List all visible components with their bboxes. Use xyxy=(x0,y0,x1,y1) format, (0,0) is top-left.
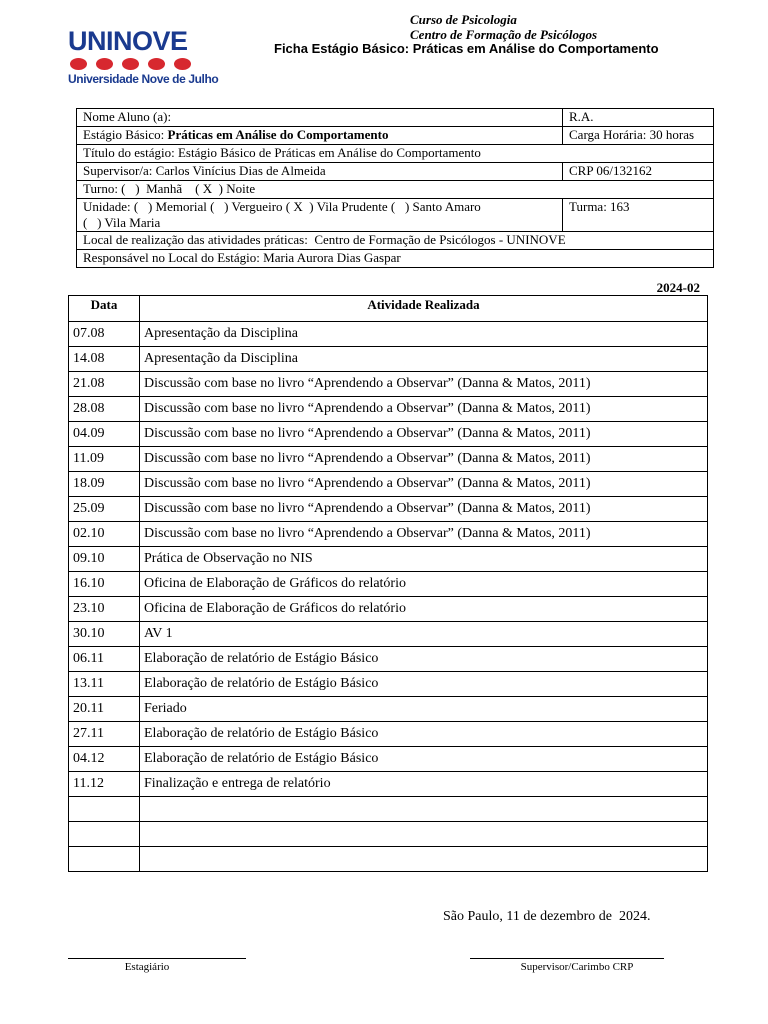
activity-date xyxy=(69,822,140,847)
activity-date: 04.12 xyxy=(69,747,140,772)
activity-date: 20.11 xyxy=(69,697,140,722)
activity-date: 21.08 xyxy=(69,372,140,397)
activity-description: Oficina de Elaboração de Gráficos do relatório xyxy=(140,572,708,597)
activity-row xyxy=(69,597,708,622)
logo-dot xyxy=(96,58,113,70)
activity-description xyxy=(140,847,708,872)
activity-row xyxy=(69,497,708,522)
workload-field: Carga Horária: 30 horas xyxy=(563,127,714,145)
location-field: Local de realização das atividades práticas: Centro de Formação de Psicólogos - UNINOVE xyxy=(77,232,714,250)
activity-date: 02.10 xyxy=(69,522,140,547)
signature-label-supervisor: Supervisor/Carimbo CRP xyxy=(520,961,634,973)
activity-row xyxy=(69,547,708,572)
activity-description: Discussão com base no livro “Aprendendo a Observar” (Danna & Matos, 2011) xyxy=(140,447,708,472)
activities-header-row xyxy=(69,296,708,322)
student-name-field: Nome Aluno (a): xyxy=(77,109,563,127)
logo-dot xyxy=(174,58,191,70)
form-title: Ficha Estágio Básico: Práticas em Análise do Comportamento xyxy=(274,41,659,56)
activity-row xyxy=(69,522,708,547)
logo-dot xyxy=(122,58,139,70)
activity-column-header: Atividade Realizada xyxy=(140,296,708,322)
activity-description xyxy=(140,822,708,847)
activity-row xyxy=(69,622,708,647)
activity-date: 23.10 xyxy=(69,597,140,622)
internship-label: Estágio Básico: xyxy=(83,127,168,142)
activity-description: Discussão com base no livro “Aprendendo a Observar” (Danna & Matos, 2011) xyxy=(140,522,708,547)
activity-row xyxy=(69,797,708,822)
activity-description: Elaboração de relatório de Estágio Básico xyxy=(140,722,708,747)
logo-dots xyxy=(70,58,200,70)
activities-body xyxy=(69,322,708,872)
activity-row xyxy=(69,447,708,472)
activity-date: 18.09 xyxy=(69,472,140,497)
activity-row xyxy=(69,372,708,397)
activity-date: 13.11 xyxy=(69,672,140,697)
activity-row xyxy=(69,472,708,497)
signature-label-intern: Estagiário xyxy=(124,961,170,973)
supervisor-field: Supervisor/a: Carlos Vinícius Dias de Almeida xyxy=(77,163,563,181)
activity-description: Elaboração de relatório de Estágio Básico xyxy=(140,747,708,772)
responsible-field: Responsável no Local do Estágio: Maria Aurora Dias Gaspar xyxy=(77,250,714,268)
logo-dot xyxy=(148,58,165,70)
activity-row xyxy=(69,572,708,597)
activity-description: Apresentação da Disciplina xyxy=(140,322,708,347)
activity-description: Discussão com base no livro “Aprendendo a Observar” (Danna & Matos, 2011) xyxy=(140,372,708,397)
activity-description: Discussão com base no livro “Aprendendo a Observar” (Danna & Matos, 2011) xyxy=(140,422,708,447)
shift-field: Turno: ( ) Manhã ( X ) Noite xyxy=(77,181,714,199)
place-date: São Paulo, 11 de dezembro de 2024. xyxy=(443,909,651,924)
activity-date xyxy=(69,847,140,872)
activity-date: 28.08 xyxy=(69,397,140,422)
activity-date: 07.08 xyxy=(69,322,140,347)
activity-date: 14.08 xyxy=(69,347,140,372)
date-column-header: Data xyxy=(69,296,140,322)
activity-date: 06.11 xyxy=(69,647,140,672)
activity-description: Discussão com base no livro “Aprendendo a Observar” (Danna & Matos, 2011) xyxy=(140,497,708,522)
unit-line: ( ) Vila Maria xyxy=(83,215,161,230)
activity-description: Discussão com base no livro “Aprendendo a Observar” (Danna & Matos, 2011) xyxy=(140,472,708,497)
ra-field: R.A. xyxy=(563,109,714,127)
activity-date: 25.09 xyxy=(69,497,140,522)
activity-description: Finalização e entrega de relatório xyxy=(140,772,708,797)
activity-description: Elaboração de relatório de Estágio Básico xyxy=(140,647,708,672)
internship-field xyxy=(77,127,563,145)
internship-title-field: Título do estágio: Estágio Básico de Práticas em Análise do Comportamento xyxy=(77,145,714,163)
activity-row xyxy=(69,822,708,847)
activity-description: Discussão com base no livro “Aprendendo a Observar” (Danna & Matos, 2011) xyxy=(140,397,708,422)
class-field: Turma: 163 xyxy=(563,199,714,232)
unit-line: Unidade: ( ) Memorial ( ) Vergueiro ( X ) Vila Prudente ( ) Santo Amaro xyxy=(83,199,481,214)
activity-description: Prática de Observação no NIS xyxy=(140,547,708,572)
student-info-table xyxy=(76,108,714,268)
activity-row xyxy=(69,722,708,747)
activity-row xyxy=(69,647,708,672)
activity-row xyxy=(69,397,708,422)
internship-value: Práticas em Análise do Comportamento xyxy=(167,127,389,142)
activity-description: Feriado xyxy=(140,697,708,722)
unit-field xyxy=(77,199,563,232)
activity-description: Apresentação da Disciplina xyxy=(140,347,708,372)
activity-date: 16.10 xyxy=(69,572,140,597)
activity-date: 30.10 xyxy=(69,622,140,647)
logo-wordmark: UNINOVE xyxy=(68,26,188,56)
crp-field: CRP 06/132162 xyxy=(563,163,714,181)
activity-date: 11.12 xyxy=(69,772,140,797)
center-name: Centro de Formação de Psicólogos xyxy=(410,27,598,42)
activity-date: 09.10 xyxy=(69,547,140,572)
header-course-block xyxy=(410,12,710,42)
activity-row xyxy=(69,672,708,697)
activity-date: 04.09 xyxy=(69,422,140,447)
period-label: 2024-02 xyxy=(656,280,700,295)
uninove-logo xyxy=(68,26,219,86)
signature-line-supervisor xyxy=(470,958,664,959)
activity-description: Elaboração de relatório de Estágio Básico xyxy=(140,672,708,697)
activity-date: 27.11 xyxy=(69,722,140,747)
activity-description: Oficina de Elaboração de Gráficos do relatório xyxy=(140,597,708,622)
activity-date: 11.09 xyxy=(69,447,140,472)
activity-row xyxy=(69,847,708,872)
signature-line-intern xyxy=(68,958,246,959)
activity-row xyxy=(69,347,708,372)
activity-row xyxy=(69,422,708,447)
activity-description xyxy=(140,797,708,822)
activity-description: AV 1 xyxy=(140,622,708,647)
course-name: Curso de Psicologia xyxy=(410,12,517,27)
activities-table xyxy=(68,295,708,872)
logo-subtitle: Universidade Nove de Julho xyxy=(68,72,219,86)
activity-row xyxy=(69,747,708,772)
activity-row xyxy=(69,772,708,797)
activity-row xyxy=(69,322,708,347)
activity-date xyxy=(69,797,140,822)
activity-row xyxy=(69,697,708,722)
logo-dot xyxy=(70,58,87,70)
